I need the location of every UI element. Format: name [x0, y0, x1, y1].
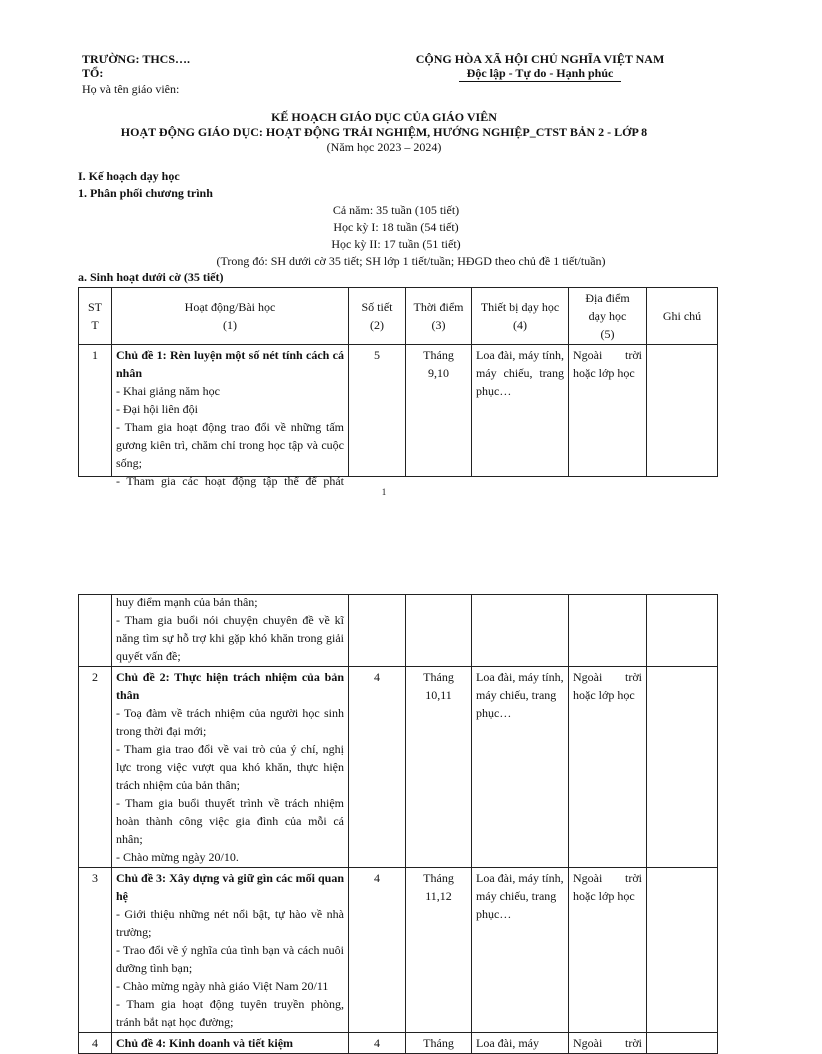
header-location: Địa điểm dạy học (5) — [569, 288, 647, 345]
row-stt: 4 — [79, 1033, 112, 1054]
activity-item: huy điểm mạnh của bản thân; — [116, 595, 258, 609]
row-note — [647, 868, 718, 1033]
school-name: TRƯỜNG: THCS…. — [82, 52, 191, 66]
row-note — [647, 345, 718, 477]
activity-item: - Toạ đàm về trách nhiệm của người học sinh trong thời đại mới; — [116, 706, 344, 738]
dist-semester-2: Học kỳ II: 17 tuần (51 tiết) — [331, 237, 461, 251]
row-stt — [79, 595, 112, 667]
header-activity: Hoạt động/Bài học (1) — [112, 288, 349, 345]
dist-year: Cả năm: 35 tuần (105 tiết) — [332, 203, 460, 217]
row-periods: 5 — [349, 345, 406, 477]
row-activity — [112, 667, 349, 868]
table-row — [79, 667, 718, 868]
activity-item: - Chào mừng ngày nhà giáo Việt Nam 20/11 — [116, 979, 329, 993]
row-periods: 4 — [349, 667, 406, 868]
row-note — [647, 667, 718, 868]
topic-title: Chủ đề 3: Xây dựng và giữ gìn các mối quan hệ — [116, 871, 344, 903]
row-time: Tháng — [406, 1033, 472, 1054]
table-row — [79, 595, 718, 667]
row-time: Tháng 10,11 — [406, 667, 472, 868]
table-row — [79, 868, 718, 1033]
header-stt: ST T — [79, 288, 112, 345]
row-stt: 2 — [79, 667, 112, 868]
row-stt: 3 — [79, 868, 112, 1033]
plan-table-page1 — [78, 287, 718, 488]
header-note: Ghi chú — [647, 288, 718, 345]
header-periods: Số tiết (2) — [349, 288, 406, 345]
row-location: Ngoài trời hoặc lớp học — [569, 868, 647, 1033]
activity-item: - Tham gia trao đổi về vai trò của ý chí, nghị lực trong việc vượt qua khó khăn, thực hiện trách nhiệm của bản thân; — [116, 742, 344, 792]
activity-item: - Giới thiệu những nét nổi bật, tự hào về nhà trường; — [116, 907, 344, 939]
table-row — [79, 345, 718, 477]
dist-semester-1: Học kỳ I: 18 tuần (54 tiết) — [333, 220, 459, 234]
subsection-heading: 1. Phân phối chương trình — [78, 186, 213, 200]
row-device: Loa đài, máy tính, máy chiếu, trang phục… — [472, 868, 569, 1033]
activity-item: - Tham gia các hoạt động tập thể để phát — [116, 474, 344, 488]
row-activity — [112, 595, 349, 667]
row-device — [472, 595, 569, 667]
row-location: Ngoài trời hoặc lớp học — [569, 667, 647, 868]
row-periods: 4 — [349, 1033, 406, 1054]
country-name: CỘNG HÒA XÃ HỘI CHỦ NGHĨA VIỆT NAM — [415, 52, 665, 66]
plan-table-page2 — [78, 594, 718, 1054]
row-location: Ngoài trời — [569, 1033, 647, 1054]
row-time — [406, 595, 472, 667]
school-year: (Năm học 2023 – 2024) — [326, 140, 442, 154]
activity-item: - Khai giảng năm học — [116, 384, 220, 398]
activity-item: - Tham gia hoạt động trao đổi về những tấm gương kiên trì, chăm chỉ trong học tập và cuộc sống; — [116, 420, 344, 470]
row-device: Loa đài, máy tính, máy chiếu, trang phục… — [472, 667, 569, 868]
topic-title: Chủ đề 1: Rèn luyện một số nét tính cách cá nhân — [116, 348, 344, 380]
motto-text: Độc lập - Tự do - Hạnh phúc — [459, 66, 622, 82]
activity-item: - Tham gia hoạt động tuyên truyền phòng, tránh bắt nạt học đường; — [116, 997, 344, 1029]
dist-note: (Trong đó: SH dưới cờ 35 tiết; SH lớp 1 tiết/tuần; HĐGD theo chủ đề 1 tiết/tuần) — [216, 254, 606, 268]
row-activity — [112, 345, 349, 488]
row-note — [647, 1033, 718, 1054]
row-device: Loa đài, máy — [472, 1033, 569, 1054]
activity-item: - Chào mừng ngày 20/10. — [116, 850, 239, 864]
row-time: Tháng 11,12 — [406, 868, 472, 1033]
motto — [380, 66, 700, 81]
table-header-row — [79, 288, 718, 345]
teacher-name: Họ và tên giáo viên: — [82, 82, 180, 96]
header-device: Thiết bị dạy học (4) — [472, 288, 569, 345]
row-time: Tháng 9,10 — [406, 345, 472, 477]
activity-item: - Tham gia buổi nói chuyện chuyên đề về kĩ năng tìm sự hỗ trợ khi gặp khó khăn trong giải quyết vấn đề; — [116, 613, 344, 663]
header-time: Thời điểm (3) — [406, 288, 472, 345]
doc-subtitle: HOẠT ĐỘNG GIÁO DỤC: HOẠT ĐỘNG TRẢI NGHIỆM, HƯỚNG NGHIỆP_CTST BẢN 2 - LỚP 8 — [120, 125, 648, 139]
row-activity — [112, 868, 349, 1033]
activity-item: - Trao đổi về ý nghĩa của tình bạn và cách nuôi dưỡng tình bạn; — [116, 943, 344, 975]
topic-title: Chủ đề 4: Kinh doanh và tiết kiệm — [116, 1036, 294, 1050]
row-activity — [112, 1033, 349, 1054]
row-device: Loa đài, máy tính, máy chiếu, trang phục… — [472, 345, 569, 477]
row-periods — [349, 595, 406, 667]
page-number: 1 — [381, 487, 387, 497]
doc-title: KẾ HOẠCH GIÁO DỤC CỦA GIÁO VIÊN — [271, 110, 497, 124]
topic-title: Chủ đề 2: Thực hiện trách nhiệm của bản thân — [116, 670, 344, 702]
activity-item: - Đại hội liên đội — [116, 402, 198, 416]
subsection-a: a. Sinh hoạt dưới cờ (35 tiết) — [78, 270, 224, 284]
row-stt: 1 — [79, 345, 112, 477]
section-heading: I. Kế hoạch dạy học — [78, 169, 180, 183]
group-name: TỔ: — [82, 66, 104, 80]
activity-item: - Tham gia buổi thuyết trình về trách nhiệm hoàn thành công việc gia đình của mỗi cá nhân; — [116, 796, 344, 846]
table-row — [79, 1033, 718, 1054]
row-location: Ngoài trời hoặc lớp học — [569, 345, 647, 477]
row-periods: 4 — [349, 868, 406, 1033]
row-note — [647, 595, 718, 667]
row-location — [569, 595, 647, 667]
